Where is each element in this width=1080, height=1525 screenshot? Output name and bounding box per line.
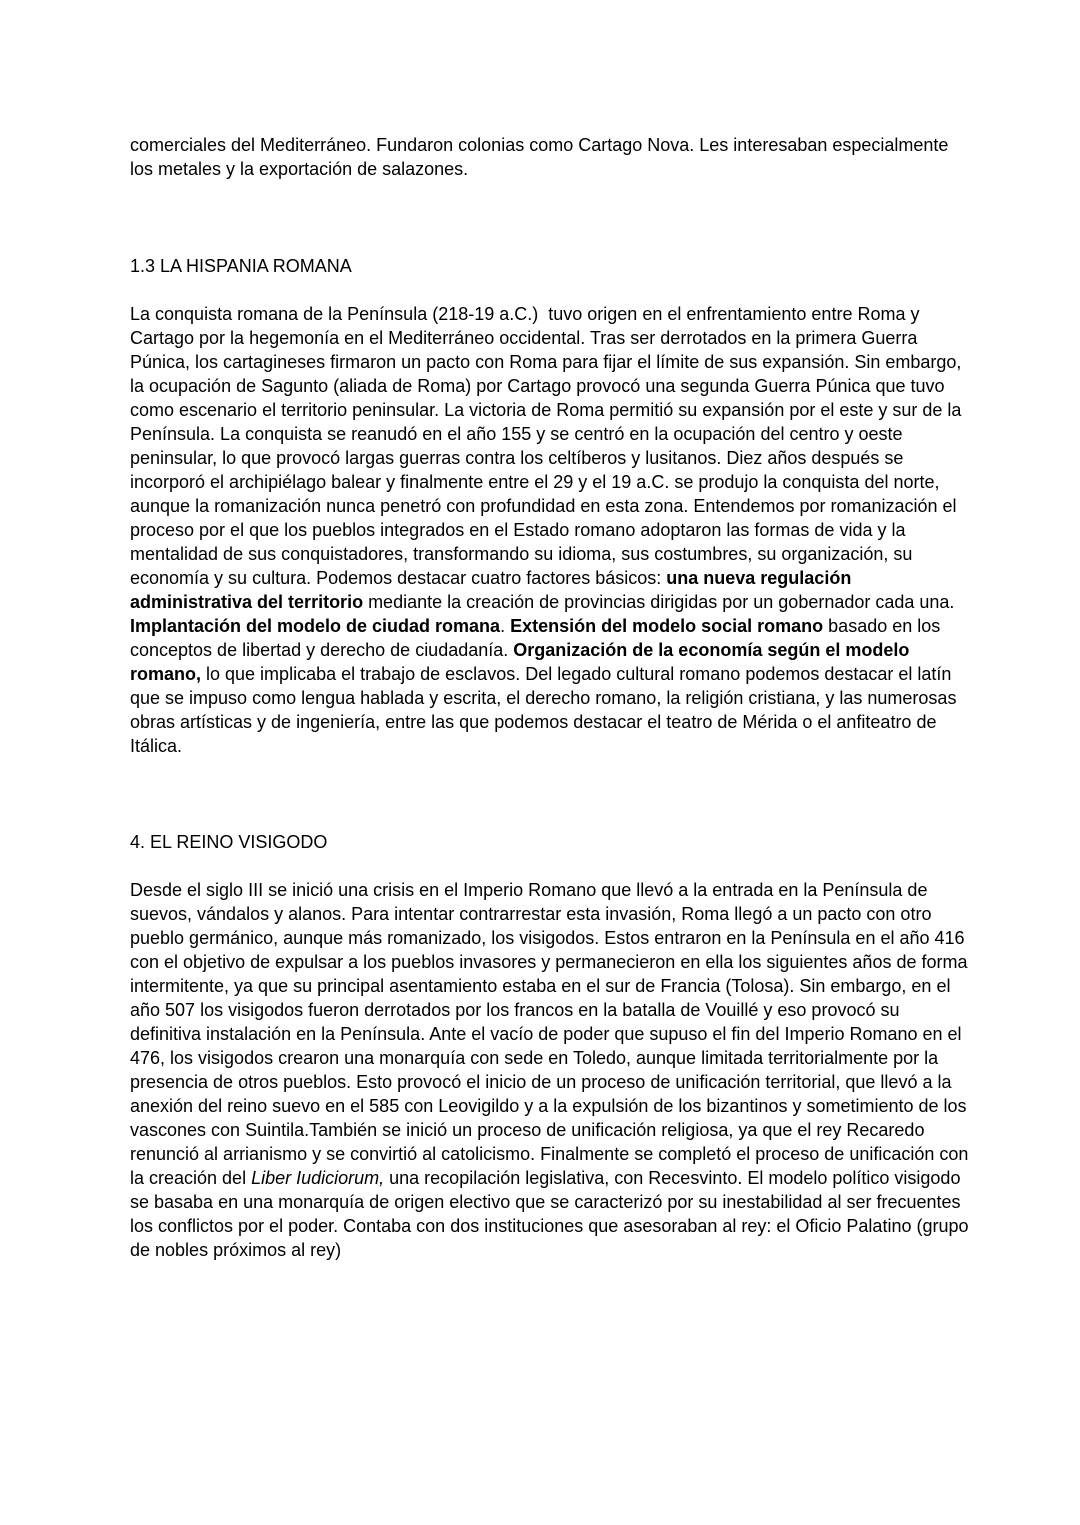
text-run: mediante la creación de provincias dirigidas por un gobernador cada una. <box>363 592 960 612</box>
text-run: Extensión del modelo social romano <box>510 616 824 636</box>
text-run: . <box>500 616 511 636</box>
paragraph-phoenician-trade <box>130 133 971 181</box>
paragraph-reino-visigodo <box>130 878 974 1262</box>
text-run: Liber Iudiciorum, <box>251 1168 385 1188</box>
section-heading-reino-visigodo <box>130 830 971 854</box>
text-run: Implantación del modelo de ciudad romana <box>130 616 501 636</box>
text-run: Organización de la economía según el modelo romano, <box>130 640 915 684</box>
text-run: La conquista romana de la Península (218-19 a.C.) tuvo origen en el enfrentamiento entre Roma y Cartago por la hegemonía en el Mediterráneo occidental. Tras ser derrotados en la primera Guerra Púnica, los cartagineses firmaron un pacto con Roma para fijar el límite de sus expansión. Sin embargo, la ocupación de Sagunto (aliada de Roma) por Cartago provocó una segunda Guerra Púnica que tuvo como escenario el territorio peninsular. La victoria de Roma permitió su expansión por el este y sur de la Península. La conquista se reanudó en el año 155 y se centró en la ocupación del centro y oeste peninsular, lo que provocó largas guerras contra los celtíberos y lusitanos. Diez años después se incorporó el archipiélago balear y finalmente entre el 29 y el 19 a.C. se produjo la conquista del norte, aunque la romanización nunca penetró con profundidad en esta zona. Entendemos por romanización el proceso por el que los pueblos integrados en el Estado romano adoptaron las formas de vida y la mentalidad de sus conquistadores, transformando su idioma, sus costumbres, su organización, su economía y su cultura. Podemos destacar cuatro factores básicos: <box>130 304 967 588</box>
text-run: Desde el siglo III se inició una crisis en el Imperio Romano que llevó a la entrada en la Península de suevos, vándalos y alanos. Para intentar contrarrestar esta invasión, Roma llegó a un pacto con otro pueblo germánico, aunque más romanizado, los visigodos. Estos entraron en la Península en el año 416 con el objetivo de expulsar a los pueblos invasores y permanecieron en ella los siguientes años de forma intermitente, ya que su principal asentamiento estaba en el sur de Francia (Tolosa). Sin embargo, en el año 507 los visigodos fueron derrotados por los francos en la batalla de Vouillé y eso provocó su definitiva instalación en la Península. Ante el vacío de poder que supuso el fin del Imperio Romano en el 476, los visigodos crearon una monarquía con sede en Toledo, aunque limitada territorialmente por la presencia de otros pueblos. Esto provocó el inicio de un proceso de unificación territorial, que llevó a la anexión del reino suevo en el 585 con Leovigildo y a la expulsión de los bizantinos y sometimiento de los vascones con Suintila.También se inició un proceso de unificación religiosa, ya que el rey Recaredo renunció al arrianismo y se convirtió al catolicismo. Finalmente se completó el proceso de unificación con la creación del <box>130 880 974 1188</box>
text-run: una recopilación legislativa, con Recesvinto. El modelo político visigodo se basaba en una monarquía de origen electivo que se caracterizó por su inestabilidad al ser frecuentes los conflictos por el poder. Contaba con dos instituciones que asesoraban al rey: el Oficio Palatino (grupo de nobles próximos al rey) <box>130 1168 974 1260</box>
text-run: basado en los conceptos de libertad y derecho de ciudadanía. <box>130 616 946 660</box>
text-run: lo que implicaba el trabajo de esclavos. Del legado cultural romano podemos destacar el latín que se impuso como lengua hablada y escrita, el derecho romano, la religión cristiana, y las numerosas obras artísticas y de ingeniería, entre las que podemos destacar el teatro de Mérida o el anfiteatro de Itálica. <box>130 664 962 756</box>
text-run: una nueva regulación administrativa del territorio <box>130 568 857 612</box>
text-run: 1.3 LA HISPANIA ROMANA <box>130 256 352 276</box>
paragraph-hispania-romana <box>130 302 971 758</box>
section-heading-hispania-romana <box>130 254 971 278</box>
text-run: 4. EL REINO VISIGODO <box>130 832 328 852</box>
text-run: comerciales del Mediterráneo. Fundaron colonias como Cartago Nova. Les interesaban especialmente los metales y la exportación de salazones. <box>130 135 954 179</box>
